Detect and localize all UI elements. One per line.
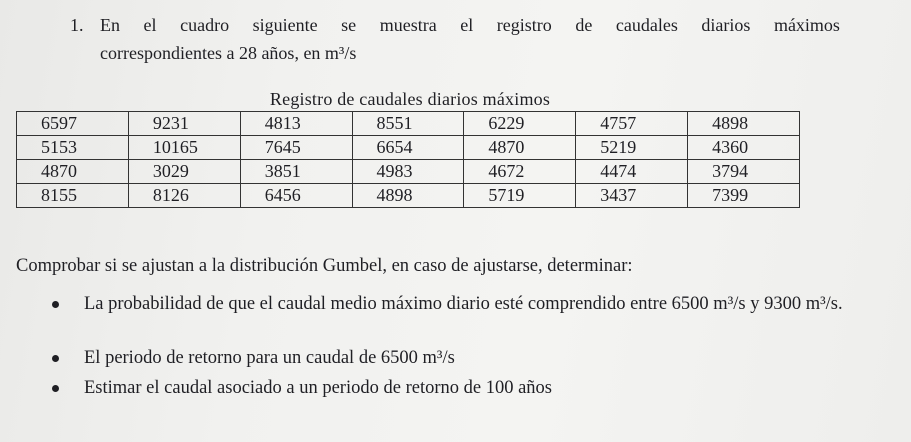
list-item xyxy=(40,376,844,400)
list-item xyxy=(40,292,844,340)
bullet-icon xyxy=(52,301,59,308)
table-cell: 4813 xyxy=(240,112,352,136)
table-cell: 8155 xyxy=(17,184,129,208)
table-cell: 7399 xyxy=(688,184,800,208)
task-list xyxy=(40,292,844,400)
bullet-icon xyxy=(52,355,59,362)
word: el xyxy=(460,15,474,35)
table-cell: 4757 xyxy=(576,112,688,136)
word: En xyxy=(100,15,120,35)
table-cell: 9231 xyxy=(128,112,240,136)
table-cell: 3437 xyxy=(576,184,688,208)
table-caption: Registro de caudales diarios máximos xyxy=(269,89,551,109)
table-cell: 3029 xyxy=(128,160,240,184)
word: caudales xyxy=(615,15,678,35)
table-cell: 4360 xyxy=(688,136,800,160)
table-cell: 3794 xyxy=(688,160,800,184)
word: el xyxy=(143,15,157,35)
table-cell: 4870 xyxy=(17,160,129,184)
word: máximos xyxy=(773,15,840,35)
flow-data-table xyxy=(16,111,800,208)
table-cell: 6597 xyxy=(17,112,129,136)
table-row xyxy=(17,136,800,160)
table-cell: 5153 xyxy=(17,136,129,160)
gumbel-prompt: Comprobar si se ajustan a la distribución Gumbel, en caso de ajustarse, determinar: xyxy=(16,256,633,276)
table-cell: 6654 xyxy=(352,136,464,160)
table-cell: 4983 xyxy=(352,160,464,184)
table-cell: 8551 xyxy=(352,112,464,136)
table-cell: 4474 xyxy=(576,160,688,184)
table-body xyxy=(17,112,800,208)
table-cell: 10165 xyxy=(128,136,240,160)
task-text: Estimar el caudal asociado a un periodo de retorno de 100 años xyxy=(84,378,552,398)
problem-text-line-2: correspondientes a 28 años, en m³/s xyxy=(100,43,357,63)
table-row xyxy=(17,184,800,208)
table-row xyxy=(17,160,800,184)
table-cell: 4898 xyxy=(352,184,464,208)
task-text: El periodo de retorno para un caudal de 6500 m³/s xyxy=(84,348,455,368)
word: se xyxy=(341,15,357,35)
table-row xyxy=(17,112,800,136)
word: registro xyxy=(496,15,552,35)
bullet-icon xyxy=(52,385,59,392)
table-cell: 4672 xyxy=(464,160,576,184)
word: muestra xyxy=(379,15,437,35)
word: diarios xyxy=(701,15,751,35)
word: de xyxy=(575,15,593,35)
table-cell: 6456 xyxy=(240,184,352,208)
task-text: La probabilidad de que el caudal medio máximo diario esté comprendido entre 6500 m³/s y 9300 m³/s. xyxy=(84,294,843,314)
problem-text-line-1 xyxy=(100,12,840,38)
table-cell: 7645 xyxy=(240,136,352,160)
table-cell: 3851 xyxy=(240,160,352,184)
word: siguiente xyxy=(252,15,318,35)
table-cell: 8126 xyxy=(128,184,240,208)
table-cell: 4898 xyxy=(688,112,800,136)
list-item xyxy=(40,346,844,370)
table-cell: 4870 xyxy=(464,136,576,160)
problem-number: 1. xyxy=(70,15,84,35)
table-cell: 6229 xyxy=(464,112,576,136)
table-cell: 5219 xyxy=(576,136,688,160)
table-cell: 5719 xyxy=(464,184,576,208)
word: cuadro xyxy=(180,15,230,35)
